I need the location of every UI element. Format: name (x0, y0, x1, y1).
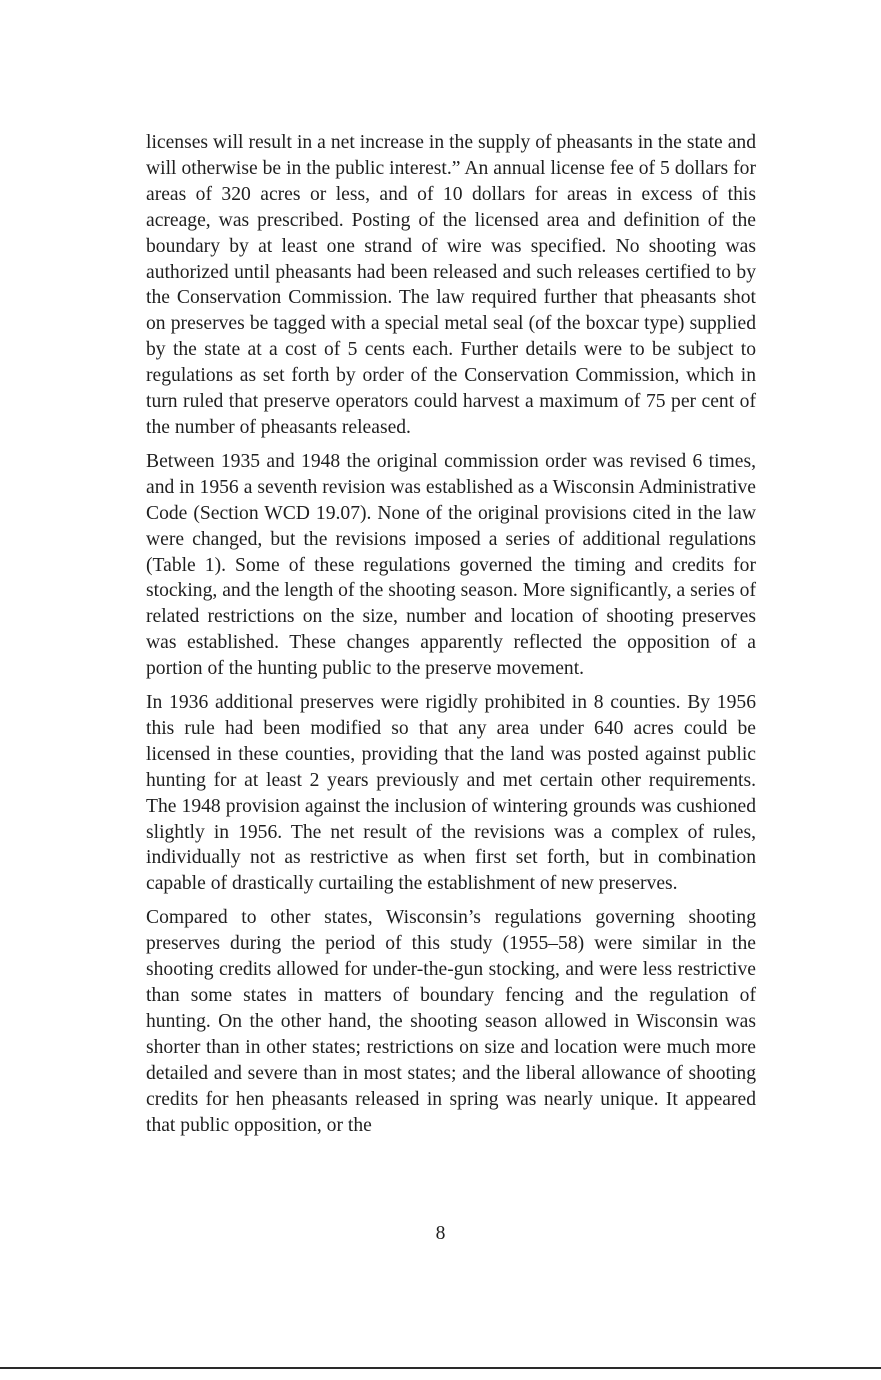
paragraph-3: In 1936 additional preserves were rigidly prohibited in 8 counties. By 1956 this rule had been modified so that any area under 640 acres could be licensed in these counties, providing that the land was posted against public hunting for at least 2 years previously and met certain other requirements. The 1948 provision against the inclusion of wintering grounds was cushioned slightly in 1956. The net result of the revisions was a complex of rules, individually not as restrictive as when first set forth, but in combination capable of drastically curtailing the establishment of new preserves. (146, 692, 756, 895)
body-text (146, 130, 756, 1146)
paragraph-1: licenses will result in a net increase in the supply of pheasants in the state and will otherwise be in the public interest.” An annual license fee of 5 dollars for areas of 320 acres or less, and of 10 dollars for areas in excess of this acreage, was prescribed. Posting of the licensed area and definition of the boundary by at least one strand of wire was specified. No shooting was authorized until pheasants had been released and such releases certified to by the Conservation Commission. The law required further that pheasants shot on preserves be tagged with a special metal seal (of the boxcar type) supplied by the state at a cost of 5 cents each. Further details were to be subject to regulations as set forth by order of the Conservation Commission, which in turn ruled that preserve operators could harvest a maximum of 75 per cent of the number of pheasants released. (146, 132, 756, 438)
paragraph-2: Between 1935 and 1948 the original commission order was revised 6 times, and in 1956 a seventh revision was established as a Wisconsin Administrative Code (Section WCD 19.07). None of the original provisions cited in the law were changed, but the revisions imposed a series of additional regulations (Table 1). Some of these regulations governed the timing and credits for stocking, and the length of the shooting season. More significantly, a series of related restrictions on the size, number and location of shooting preserves was established. These changes apparently reflected the opposition of a portion of the hunting public to the preserve movement. (146, 450, 756, 680)
page-number: 8 (435, 1223, 446, 1244)
bottom-rule (0, 1367, 881, 1369)
paragraph-4: Compared to other states, Wisconsin’s regulations governing shooting preserves during the period of this study (1955–58) were similar in the shooting credits allowed for under-the-gun stocking, and were less restrictive than some states in matters of boundary fencing and the regulation of hunting. On the other hand, the shooting season allowed in Wisconsin was shorter than in other states; restrictions on size and location were much more detailed and severe than in most states; and the liberal allowance of shooting credits for hen pheasants released in spring was nearly unique. It appeared that public opposition, or the (146, 907, 756, 1136)
